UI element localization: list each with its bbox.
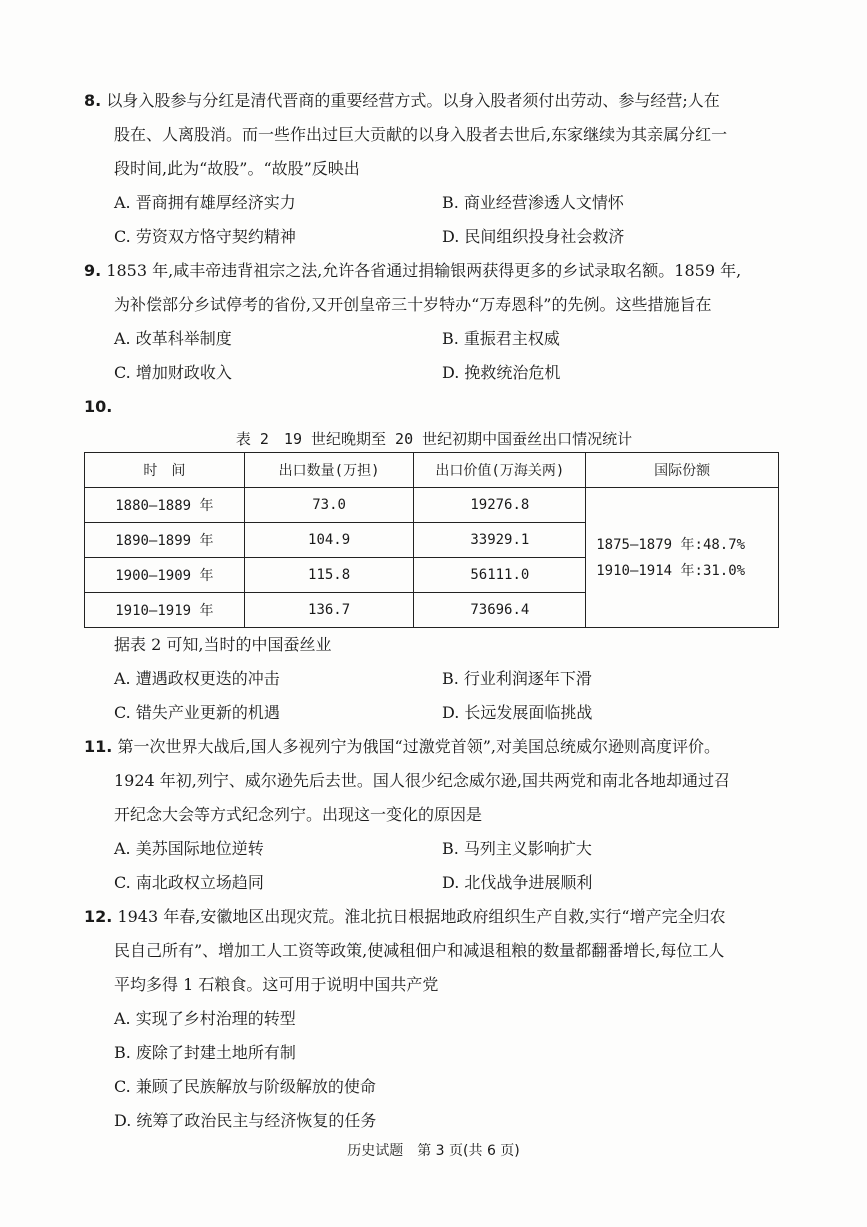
- cell-period: 1900—1909 年: [85, 558, 245, 593]
- question-8-line-3: 段时间,此为“故股”。“故股”反映出: [114, 159, 360, 178]
- table-row: [85, 488, 779, 523]
- options-row: [84, 866, 784, 900]
- option-a: A. 实现了乡村治理的转型: [114, 1009, 296, 1028]
- cell-value: 33929.1: [414, 523, 586, 558]
- option-a: A. 遭遇政权更迭的冲击: [114, 669, 280, 688]
- options-row: [84, 696, 784, 730]
- option-c: C. 南北政权立场趋同: [114, 873, 264, 892]
- cell-quantity: 73.0: [244, 488, 414, 523]
- question-9: [84, 254, 784, 382]
- option-d: D. 长远发展面临挑战: [442, 703, 593, 722]
- option-a: A. 美苏国际地位逆转: [114, 839, 264, 858]
- question-11-line-2: 1924 年初,列宁、威尔逊先后去世。国人很少纪念威尔逊,国共两党和南北各地却通过召: [114, 771, 730, 790]
- share-line-2: 1910—1914 年:31.0%: [596, 562, 746, 579]
- options-row: [84, 322, 784, 356]
- options-row: [84, 220, 784, 254]
- cell-value: 73696.4: [414, 593, 586, 628]
- options-row: [84, 662, 784, 696]
- option-c: C. 错失产业更新的机遇: [114, 703, 280, 722]
- table-caption: 表 2 19 世纪晚期至 20 世纪初期中国蚕丝出口情况统计: [235, 430, 633, 448]
- option-b: B. 行业利润逐年下滑: [442, 669, 592, 688]
- option-b: B. 废除了封建土地所有制: [114, 1043, 296, 1062]
- cell-quantity: 104.9: [244, 523, 414, 558]
- question-10: [84, 390, 784, 424]
- option-d: D. 民间组织投身社会救济: [442, 227, 625, 246]
- question-8-line-1: 8. 以身入股参与分红是清代晋商的重要经营方式。以身入股者须付出劳动、参与经营;人在: [84, 91, 720, 110]
- share-line-1: 1875—1879 年:48.7%: [596, 536, 746, 553]
- option-b: B. 马列主义影响扩大: [442, 839, 592, 858]
- cell-share: [586, 488, 779, 628]
- header-share: 国际份额: [586, 453, 779, 488]
- option-b: B. 重振君主权威: [442, 329, 560, 348]
- cell-period: 1890—1899 年: [85, 523, 245, 558]
- header-quantity: 出口数量(万担): [244, 453, 414, 488]
- cell-value: 19276.8: [414, 488, 586, 523]
- option-c: C. 兼顾了民族解放与阶级解放的使命: [114, 1077, 376, 1096]
- question-number: 11.: [84, 737, 113, 756]
- options-row: [84, 186, 784, 220]
- option-c: C. 增加财政收入: [114, 363, 232, 382]
- question-12: [84, 900, 784, 1138]
- question-8: [84, 84, 784, 246]
- question-9-line-2: 为补偿部分乡试停考的省份,又开创皇帝三十岁特办“万寿恩科”的先例。这些措施旨在: [114, 295, 712, 314]
- header-value: 出口价值(万海关两): [414, 453, 586, 488]
- table-header-row: [85, 453, 779, 488]
- option-c: C. 劳资双方恪守契约精神: [114, 227, 296, 246]
- cell-value: 56111.0: [414, 558, 586, 593]
- question-8-line-2: 股在、人离股消。而一些作出过巨大贡献的以身入股者去世后,东家继续为其亲属分红一: [114, 125, 728, 144]
- option-d: D. 北伐战争进展顺利: [442, 873, 593, 892]
- option-d: D. 挽救统治危机: [442, 363, 561, 382]
- cell-period: 1880—1889 年: [85, 488, 245, 523]
- cell-quantity: 136.7: [244, 593, 414, 628]
- question-11-line-3: 开纪念大会等方式纪念列宁。出现这一变化的原因是: [114, 805, 483, 824]
- option-a: A. 晋商拥有雄厚经济实力: [114, 193, 296, 212]
- question-11: [84, 730, 784, 892]
- options-row: [84, 356, 784, 390]
- question-12-line-2: 民自己所有”、增加工人工资等政策,使减租佃户和减退租粮的数量都翻番增长,每位工人: [114, 941, 725, 960]
- question-number: 12.: [84, 907, 113, 926]
- question-11-line-1: 11. 第一次世界大战后,国人多视列宁为俄国“过激党首领”,对美国总统威尔逊则高度评价。: [84, 737, 720, 756]
- cell-period: 1910—1919 年: [85, 593, 245, 628]
- header-period: 时 间: [85, 453, 245, 488]
- option-b: B. 商业经营渗透人文情怀: [442, 193, 624, 212]
- option-a: A. 改革科举制度: [114, 329, 232, 348]
- cell-quantity: 115.8: [244, 558, 414, 593]
- question-number: 8.: [84, 91, 102, 110]
- question-number: 10.: [84, 397, 113, 416]
- question-9-line-1: 9. 1853 年,咸丰帝违背祖宗之法,允许各省通过捐输银两获得更多的乡试录取名额。1859 年,: [84, 261, 742, 280]
- options-row: [84, 832, 784, 866]
- page-footer: 历史试题 第 3 页(共 6 页): [347, 1143, 520, 1159]
- question-12-line-1: 12. 1943 年春,安徽地区出现灾荒。淮北抗日根据地政府组织生产自救,实行“增产完全归农: [84, 907, 726, 926]
- silk-export-table: [84, 452, 779, 628]
- question-number: 9.: [84, 261, 102, 280]
- option-d: D. 统筹了政治民主与经济恢复的任务: [114, 1111, 377, 1130]
- question-10-stem: 据表 2 可知,当时的中国蚕丝业 A. 遭遇政权更迭的冲击 B. 行业利润逐年下滑 C. 错失产业更新的机遇 D. 长远发展面临挑战: [84, 628, 784, 662]
- question-12-line-3: 平均多得 1 石粮食。这可用于说明中国共产党: [114, 975, 439, 994]
